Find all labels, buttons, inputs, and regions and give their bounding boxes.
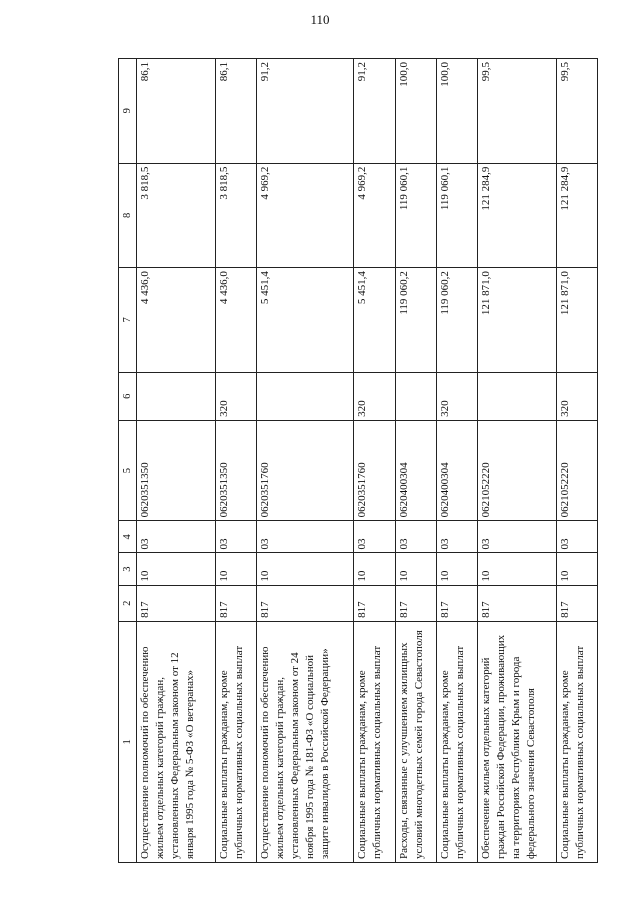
row-section: 10 bbox=[478, 553, 557, 585]
row-planned-amount: 4 436,0 bbox=[215, 268, 256, 373]
table-container bbox=[118, 58, 598, 863]
col-header-1: 1 bbox=[119, 621, 137, 862]
row-subsection: 03 bbox=[436, 521, 477, 553]
col-header-3: 3 bbox=[119, 553, 137, 585]
table-row bbox=[137, 59, 216, 863]
row-executed-amount: 121 284,9 bbox=[478, 163, 557, 268]
row-description: Обеспечение жильем отдельных категорий граждан Российской Федерации, проживающих на территориях Республики Крым и города федерального значения Севастополя bbox=[478, 621, 557, 862]
row-expense-type: 320 bbox=[436, 372, 477, 420]
row-expense-type: 320 bbox=[215, 372, 256, 420]
row-admin-code: 817 bbox=[215, 585, 256, 621]
row-planned-amount: 4 436,0 bbox=[137, 268, 216, 373]
row-description: Социальные выплаты гражданам, кроме публичных нормативных социальных выплат bbox=[436, 621, 477, 862]
row-expense-type bbox=[478, 372, 557, 420]
row-expense-type bbox=[395, 372, 436, 420]
row-target-code: 0621052220 bbox=[478, 420, 557, 521]
row-subsection: 03 bbox=[395, 521, 436, 553]
row-expense-type bbox=[256, 372, 353, 420]
row-admin-code: 817 bbox=[478, 585, 557, 621]
row-subsection: 03 bbox=[354, 521, 395, 553]
row-target-code: 0620400304 bbox=[395, 420, 436, 521]
row-description: Расходы, связанные с улучшением жилищных условий многодетных семей города Севастополя bbox=[395, 621, 436, 862]
row-admin-code: 817 bbox=[137, 585, 216, 621]
row-target-code: 0620351350 bbox=[215, 420, 256, 521]
row-percent: 91,2 bbox=[256, 59, 353, 164]
row-target-code: 0620351350 bbox=[137, 420, 216, 521]
header-row bbox=[119, 59, 137, 863]
row-admin-code: 817 bbox=[354, 585, 395, 621]
row-subsection: 03 bbox=[478, 521, 557, 553]
table-row bbox=[436, 59, 477, 863]
row-percent: 91,2 bbox=[354, 59, 395, 164]
table-row bbox=[256, 59, 353, 863]
row-planned-amount: 121 871,0 bbox=[556, 268, 597, 373]
row-executed-amount: 4 969,2 bbox=[354, 163, 395, 268]
col-header-8: 8 bbox=[119, 163, 137, 268]
table-row bbox=[215, 59, 256, 863]
row-description: Осуществление полномочий по обеспечению жильем отдельных категорий граждан, установленных Федеральным законом от 24 ноября 1995 года № 181-ФЗ «О социальной защите инвалидов в Российской Федерации» bbox=[256, 621, 353, 862]
row-target-code: 0620351760 bbox=[256, 420, 353, 521]
row-subsection: 03 bbox=[215, 521, 256, 553]
row-expense-type: 320 bbox=[354, 372, 395, 420]
table-row bbox=[478, 59, 557, 863]
row-percent: 100,0 bbox=[395, 59, 436, 164]
row-planned-amount: 119 060,2 bbox=[395, 268, 436, 373]
row-subsection: 03 bbox=[256, 521, 353, 553]
row-admin-code: 817 bbox=[556, 585, 597, 621]
table-row bbox=[395, 59, 436, 863]
col-header-6: 6 bbox=[119, 372, 137, 420]
row-percent: 86,1 bbox=[215, 59, 256, 164]
col-header-4: 4 bbox=[119, 521, 137, 553]
row-section: 10 bbox=[256, 553, 353, 585]
col-header-9: 9 bbox=[119, 59, 137, 164]
table-row bbox=[354, 59, 395, 863]
row-planned-amount: 121 871,0 bbox=[478, 268, 557, 373]
row-planned-amount: 5 451,4 bbox=[256, 268, 353, 373]
row-section: 10 bbox=[354, 553, 395, 585]
row-admin-code: 817 bbox=[395, 585, 436, 621]
row-section: 10 bbox=[395, 553, 436, 585]
row-description: Осуществление полномочий по обеспечению жильем отдельных категорий граждан, установленных Федеральным законом от 12 января 1995 года № 5-ФЗ «О ветеранах» bbox=[137, 621, 216, 862]
row-target-code: 0621052220 bbox=[556, 420, 597, 521]
col-header-2: 2 bbox=[119, 585, 137, 621]
row-section: 10 bbox=[137, 553, 216, 585]
row-subsection: 03 bbox=[137, 521, 216, 553]
row-executed-amount: 119 060,1 bbox=[436, 163, 477, 268]
row-description: Социальные выплаты гражданам, кроме публичных нормативных социальных выплат bbox=[354, 621, 395, 862]
row-expense-type: 320 bbox=[556, 372, 597, 420]
row-executed-amount: 4 969,2 bbox=[256, 163, 353, 268]
col-header-7: 7 bbox=[119, 268, 137, 373]
page-number: 110 bbox=[310, 12, 330, 27]
row-executed-amount: 119 060,1 bbox=[395, 163, 436, 268]
col-header-5: 5 bbox=[119, 420, 137, 521]
row-percent: 86,1 bbox=[137, 59, 216, 164]
row-target-code: 0620351760 bbox=[354, 420, 395, 521]
row-admin-code: 817 bbox=[256, 585, 353, 621]
row-section: 10 bbox=[215, 553, 256, 585]
row-percent: 99,5 bbox=[478, 59, 557, 164]
row-executed-amount: 3 818,5 bbox=[215, 163, 256, 268]
budget-table bbox=[118, 58, 598, 863]
row-admin-code: 817 bbox=[436, 585, 477, 621]
row-executed-amount: 121 284,9 bbox=[556, 163, 597, 268]
row-planned-amount: 5 451,4 bbox=[354, 268, 395, 373]
row-section: 10 bbox=[436, 553, 477, 585]
row-target-code: 0620400304 bbox=[436, 420, 477, 521]
row-subsection: 03 bbox=[556, 521, 597, 553]
table-row bbox=[556, 59, 597, 863]
row-description: Социальные выплаты гражданам, кроме публичных нормативных социальных выплат bbox=[215, 621, 256, 862]
rotated-table-frame bbox=[118, 58, 598, 863]
row-planned-amount: 119 060,2 bbox=[436, 268, 477, 373]
row-percent: 99,5 bbox=[556, 59, 597, 164]
row-section: 10 bbox=[556, 553, 597, 585]
row-expense-type bbox=[137, 372, 216, 420]
row-percent: 100,0 bbox=[436, 59, 477, 164]
table-body bbox=[137, 59, 598, 863]
row-description: Социальные выплаты гражданам, кроме публичных нормативных социальных выплат bbox=[556, 621, 597, 862]
row-executed-amount: 3 818,5 bbox=[137, 163, 216, 268]
